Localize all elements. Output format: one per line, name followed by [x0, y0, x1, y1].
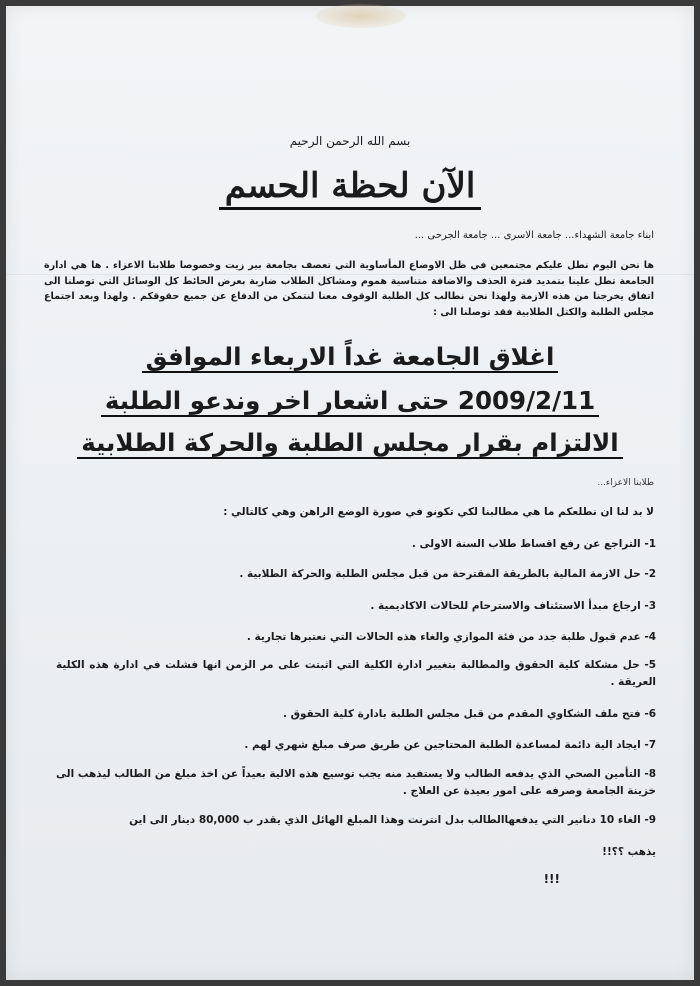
document-title — [6, 166, 694, 206]
greeting-line: ابناء جامعة الشهداء... جامعة الاسرى ... جامعة الجرحى ... — [414, 230, 654, 241]
demand-item-4: 4- عدم قبول طلبة جدد من فئة الموازي والغاء هذه الحالات التي نعتبرها تجارية . — [246, 631, 656, 643]
demand-item-9: 9- الغاء 10 دنانير التي يدفعهاالطالب بدل انترنت وهذا المبلغ الهائل الذي يقدر ب 80,000 دينار الى اين — [129, 814, 656, 826]
headline-line-2 — [6, 386, 694, 415]
demand-item-1: 1- التراجع عن رفع اقساط طلاب السنة الاولى . — [411, 538, 656, 550]
closing-line: يذهب ؟؟!! — [602, 846, 656, 858]
intro-paragraph: ها نحن اليوم نطل عليكم مجتمعين في ظل الاوضاع المأساوية التي تعصف بجامعة بير زيت وخصوصا طلابنا الاعزاء . ها هي ادارة الجامعة تطل علينا بتمديد فترة الحذف والاضافة متناسية هموم ومشاكل الطلاب ضاربة بعرض الحائط كل الوسائل التي توصلنا الى اتفاق يخرجنا من هذه الازمة ولهذا نحن نطالب كل الطلبة الوقوف معنا لنتمكن من الدفاع عن جميع حقوقكم . ولهذا وبعد اجتماع مجلس الطلبة والكتل الطلابية فقد توصلنا الى : — [44, 260, 654, 318]
demand-item-8: 8- التأمين الصحي الذي يدفعه الطالب ولا يستفيد منه يجب توسيع هذه الالية بعيداً عن اخذ مبلغ من الطالب ليذهب الى خزينة الجامعة وصرفه على امور بعيدة عن العلاج . — [56, 768, 656, 797]
headline-line-2-text: 2009/2/11 حتى اشعار اخر وندعو الطلبة — [101, 386, 599, 417]
basmala-heading: بسم الله الرحمن الرحيم — [289, 134, 411, 148]
students-address: طلابنا الاعزاء... — [597, 478, 654, 488]
paper-stain — [316, 4, 406, 28]
document-title-text: الآن لحظة الحسم — [219, 166, 482, 210]
headline-line-1 — [6, 342, 694, 371]
demand-item-7: 7- ايجاد الية دائمة لمساعدة الطلبة المحتاجين عن طريق صرف مبلغ شهري لهم . — [244, 739, 656, 751]
demand-item-3: 3- ارجاع مبدأ الاستئناف والاسترحام للحالات الاكاديمية . — [370, 600, 656, 612]
headline-line-3-text: الالتزام بقرار مجلس الطلبة والحركة الطلابية — [77, 428, 622, 459]
closing-exclamation: !!! — [543, 872, 560, 886]
demands-intro: لا بد لنا ان نطلعكم ما هي مطالبنا لكي تكونو في صورة الوضع الراهن وهي كالتالي : — [223, 506, 654, 518]
demand-item-6: 6- فتح ملف الشكاوي المقدم من قبل مجلس الطلبة بادارة كلية الحقوق . — [282, 708, 656, 720]
headline-line-1-text: اغلاق الجامعة غداً الاربعاء الموافق — [142, 342, 559, 373]
demand-item-2: 2- حل الازمة المالية بالطريقة المقترحة من قبل مجلس الطلبة والحركة الطلابية . — [239, 568, 656, 580]
headline-line-3 — [6, 428, 694, 457]
document-page — [6, 6, 694, 980]
demand-item-5: 5- حل مشكلة كلية الحقوق والمطالبة بتغيير ادارة الكلية التي اثبتت على مر الزمن انها فشلت في ادارة هذه الكلية العريقة . — [56, 659, 656, 688]
